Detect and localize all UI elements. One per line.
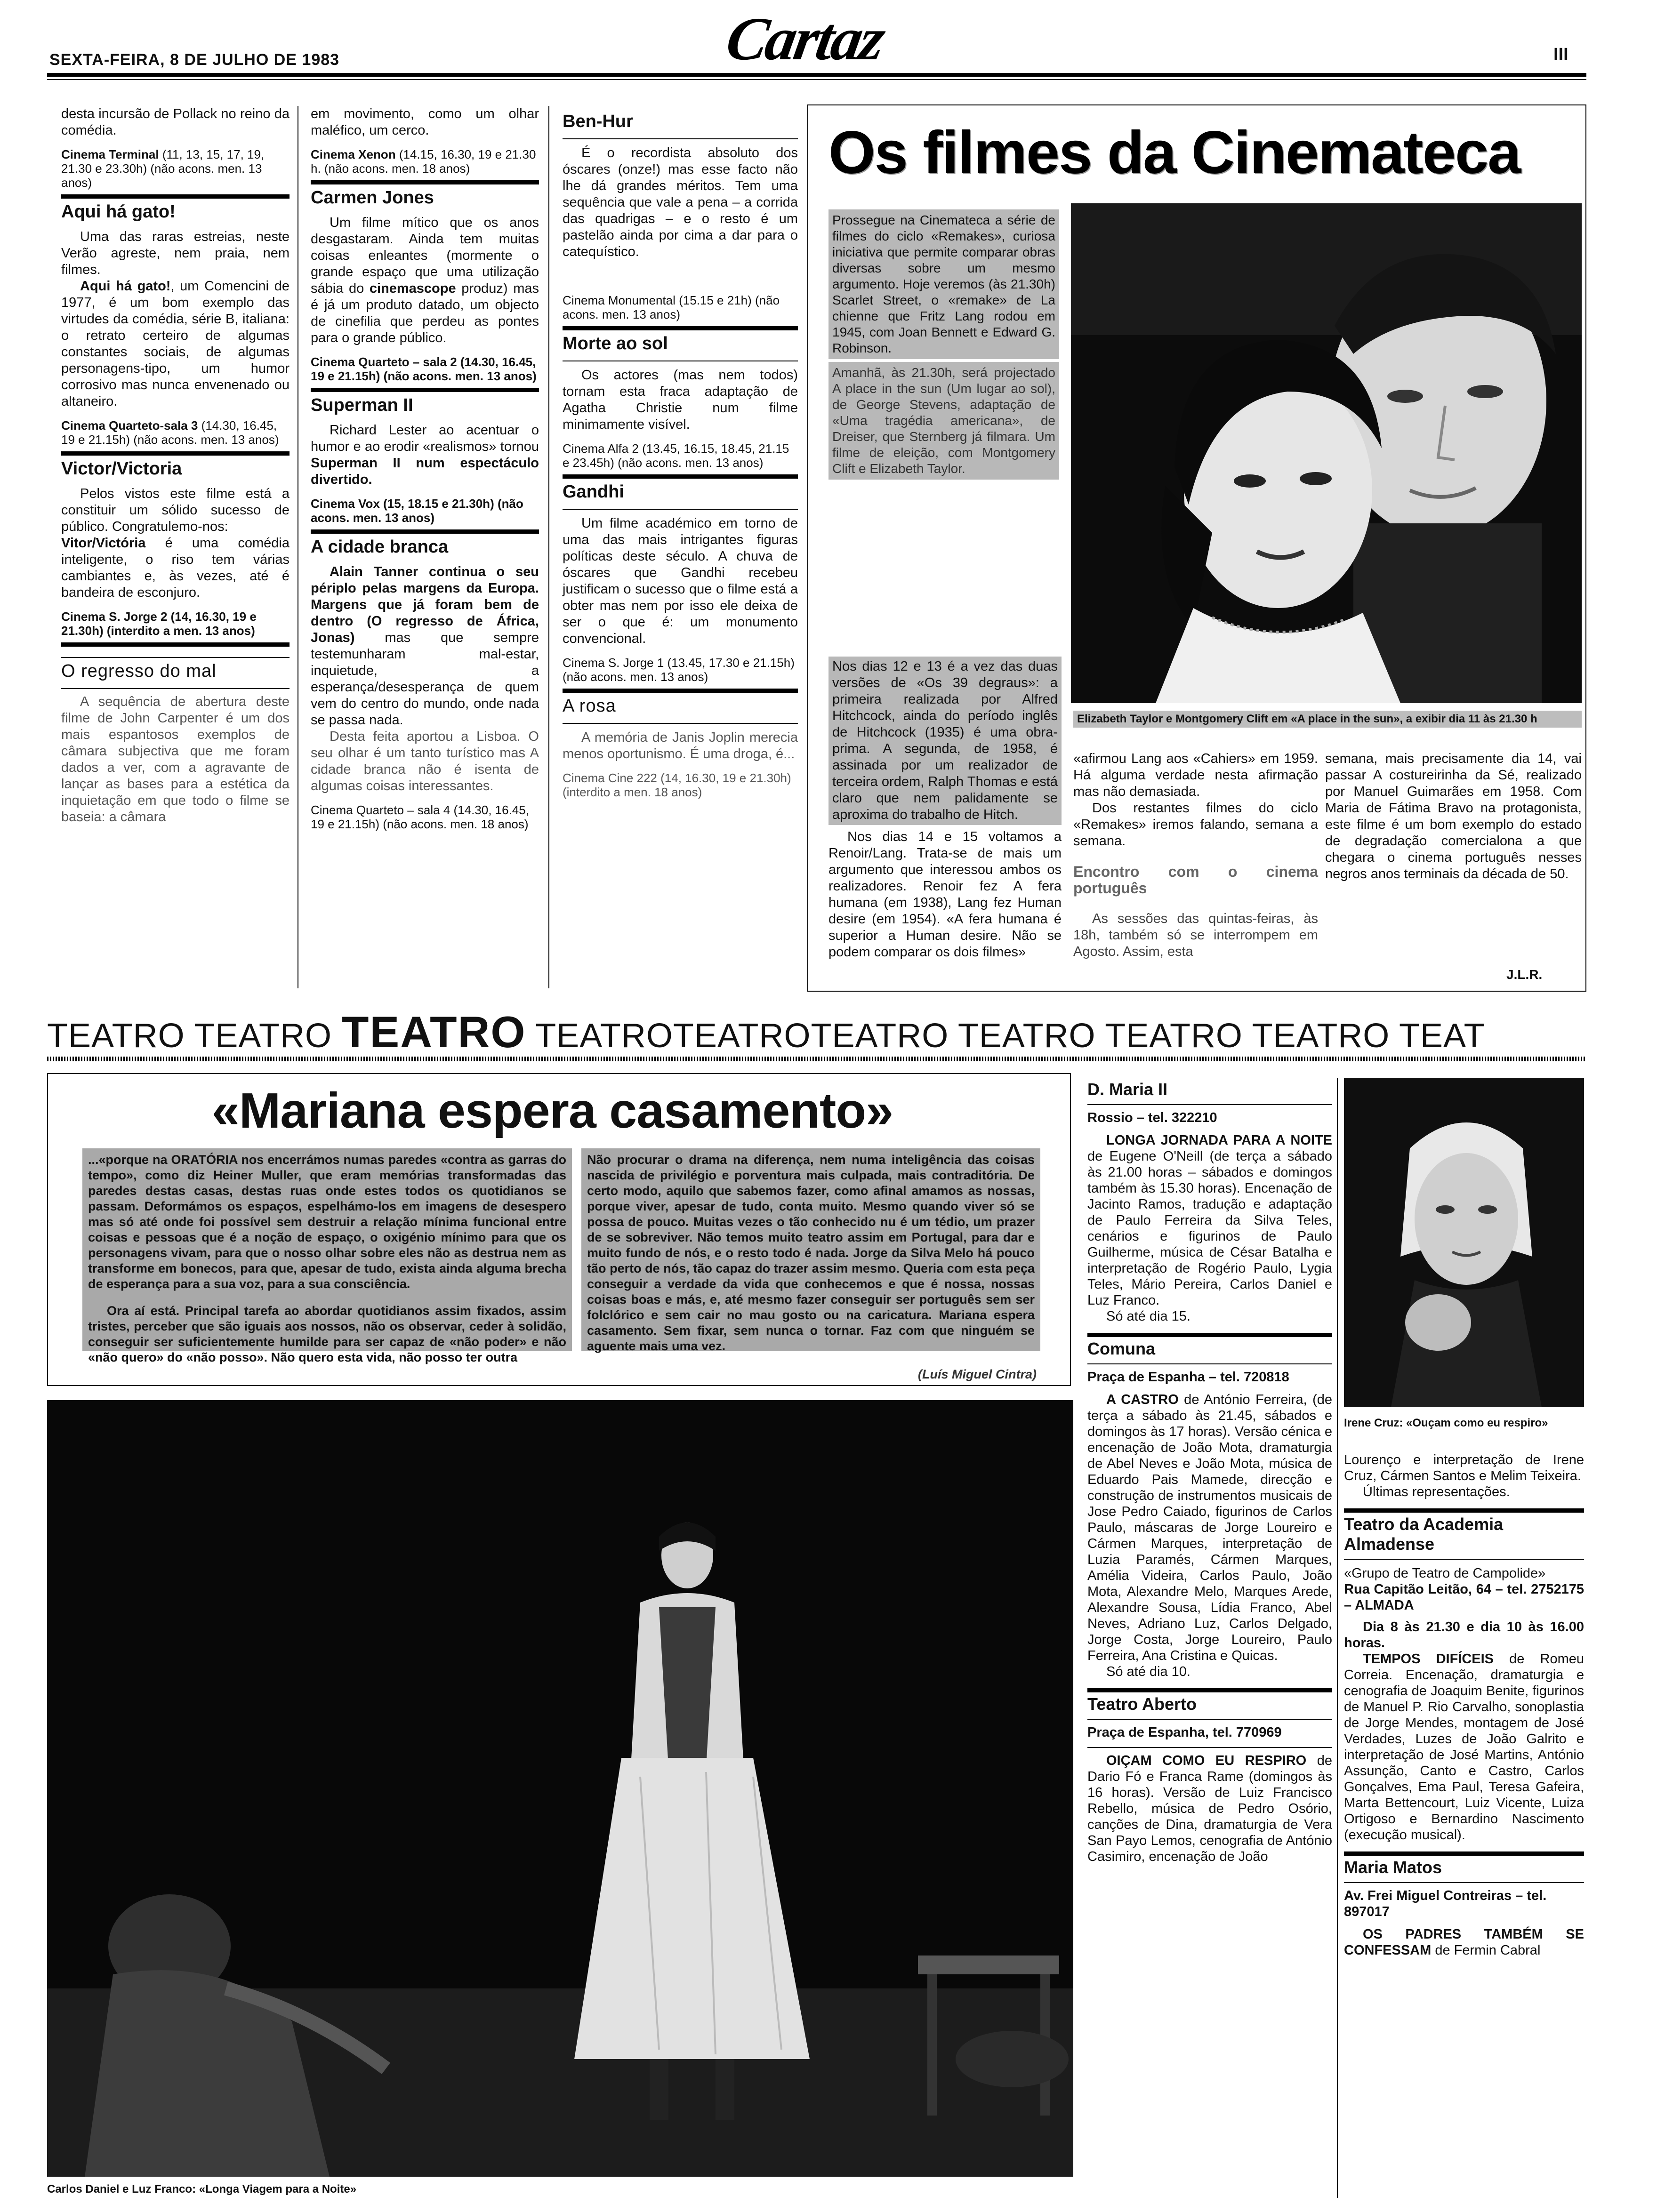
cinemateca-text — [1073, 732, 1318, 960]
section-divider — [311, 388, 539, 392]
venue-listing: Cinema Vox (15, 18.15 e 21.30h) (não acons. men. 13 anos) — [311, 497, 523, 525]
venue-listing: Cinema Monumental (15.15 e 21h) (não acons. men. 13 anos) — [563, 293, 780, 321]
film-title: A cidade branca — [311, 537, 449, 557]
article-text: Uma das raras estreias, neste Verão agreste, nem praia, nem filmes. — [61, 229, 290, 277]
play-text: de António Ferreira, (de terça a sábado às 21.45, sábados e domingos às 17 horas). Versão cénica e encenação de João Mota, dramaturgia de Abel Neves e João Mota, música de Eduardo Pais Mamede, direcção e construção de instrumentos musicais de Jose Pedro Caiado, figurinos de Carlos Paulo, máscaras de Jorge Loureiro e Cármen Marques, interpretação de Luzia Paramés, Cármen Marques, Amélia Videira, Carlos Paulo, João Mota, Alexandre Melo, Marques Arede, Alexandre Sousa, Lídia Franco, Abel Neves, Adriano Luz, Carlos Delgado, Jorge Costa, Jorge Loureiro, Paulo Ferreira, Ana Cristina e Quicas. — [1087, 1392, 1332, 1663]
play-description — [1087, 1392, 1332, 1664]
masthead-logo — [683, 4, 927, 74]
emphasis-text: Alain Tanner continua o seu périplo pelas margens da Europa. Margens que já foram bem de dentro (O regresso de África, Jonas) — [311, 564, 539, 645]
article-text: desta incursão de Pollack no reino da comédia. — [61, 106, 290, 138]
column-separator — [1337, 1078, 1338, 2198]
theatre-address: Praça de Espanha, tel. 770969 — [1087, 1725, 1282, 1740]
article-text — [311, 564, 539, 729]
article-text-span: é uma comédia inteligente, o riso tem várias cambiantes e, às vezes, até é bandeira de esconjuro. — [61, 536, 290, 600]
article-text: Nos dias 14 e 15 voltamos a Renoir/Lang. Trata-se de mais um argumento que interessou ambos os realizadores. Renoir fez A fera humana (em 1938), Lang fez Human desire (em 1954). «A fera humana é superior a Human desire. Não se podem comparar os dois filmes» — [828, 829, 1062, 960]
venue-listing — [61, 418, 290, 447]
cinemateca-text — [1325, 732, 1582, 882]
film-title: O regresso do mal — [61, 661, 217, 681]
film-title: Victor/Victoria — [61, 459, 182, 479]
venue-listing — [311, 147, 539, 176]
film-title: Superman II — [311, 395, 413, 415]
article-text — [61, 278, 290, 410]
column-1 — [61, 106, 290, 825]
play-note: Só até dia 15. — [1106, 1309, 1190, 1324]
article-text-span: , um Comencini de 1977, é um bom exemplo das virtudes da comédia, série B, italiana: o retrato certeiro de algumas constantes sociais, de algumas personagens-tipo, um humor corrosivo mas nunca envenenado ou altaneiro. — [61, 279, 290, 409]
section-divider-thin — [563, 138, 798, 139]
article-text: Os actores (mas nem todos) tornam esta fraca adaptação de Agatha Christie num filme minimamente visível. — [563, 368, 798, 432]
play-description — [1344, 1926, 1584, 1958]
theatre-listings-col-1 — [1087, 1078, 1332, 1865]
mariana-title: «Mariana espera casamento» — [212, 1083, 893, 1138]
play-text: de Fermin Cabral — [1431, 1943, 1541, 1958]
stage-image — [47, 1400, 1073, 2177]
article-text: A sequência de abertura deste filme de John Carpenter é um dos mais espantosos exemplos de câmara subjectiva que me foram dados a ver, com a agravante de lançar as bases para a estética da inquietação em que todo o filme se baseia: a câmara — [61, 694, 290, 825]
section-divider — [1087, 1333, 1332, 1337]
author-signature: J.L.R. — [1506, 967, 1543, 982]
play-text: de Romeu Correia. Encenação, dramaturgia e cenografia de Joaquim Benite, figurinos de Manuel P. Rio Carvalho, sonoplastia de Jorge Mendes, montagem de José Verdades, Luzes de João Galrito e interpretação de José Martins, António Assunção, Canto e Castro, Carlos Gonçalves, Ema Paul, Teresa Gafeira, Marta Bettencourt, Luiz Vicente, Luiza Ortigoso e Bernardino Nascimento (execução musical). — [1344, 1651, 1584, 1843]
emphasis-text: Superman II num espectáculo divertido. — [311, 456, 539, 487]
film-title: Gandhi — [563, 482, 624, 502]
article-text: ...«porque na ORATÓRIA nos encerrámos numas paredes «contra as garras do tempo», como diz Heiner Muller, que eram memórias transformadas das paredes destas casas, destas ruas onde estes todos os quotidianos se passam. Deformámos os espaços, espelhámo-los em imagens de desespero mas só até onde foi possível sem destruir a relação mínima funcional entre coisas e pessoas que é a noção de espaço, o oxigénio mínimo para que os personagens vivam, para que o nosso olhar sobre eles não as destrua nem as transforme em bonecos, para que, apesar de tudo, exista ainda alguma brecha de esperança para a sua voz, para a sua consciência. — [88, 1153, 566, 1291]
author-signature: (Luís Miguel Cintra) — [918, 1367, 1037, 1381]
section-divider — [61, 451, 290, 456]
venue-name: Cinema Terminal — [61, 147, 159, 161]
header-rule-thin — [47, 79, 1586, 80]
venue-listing: Cinema S. Jorge 2 (14, 16.30, 19 e 21.30h) (interdito a men. 13 anos) — [61, 609, 257, 638]
play-text: Lourenço e interpretação de Irene Cruz, Cármen Santos e Melim Teixeira. — [1344, 1452, 1584, 1483]
article-text: Amanhã, às 21.30h, será projectado A place in the sun (Um lugar ao sol), de George Stevens, adaptação de «Uma tragédia americana», de Dreiser, que Sternberg já filmara. Um filme de eleição, com Montgomery Clift e Elizabeth Taylor. — [828, 362, 1059, 480]
article-text: Pelos vistos este filme está a constituir um sólido sucesso de público. Congratulemo-nos: — [61, 486, 290, 534]
section-divider-thin — [61, 688, 290, 689]
article-text: Um filme académico em torno de uma das mais intrigantes figuras políticas deste século. A chuva de óscares que Gandhi recebeu justificam o sucesso que o filme está a obter mas nem por isso ele deixa de ser o que é: um monumento convencional. — [563, 516, 798, 646]
venue-listing: Cinema Quarteto – sala 2 (14.30, 16.45, 19 e 21.15h) (não acons. men. 13 anos) — [311, 355, 537, 383]
cinemateca-lead — [828, 209, 1059, 480]
article-text: Dos restantes filmes do ciclo «Remakes» iremos falando, semana a semana. — [1073, 801, 1318, 849]
banner-text-bold: TEATRO — [342, 1007, 526, 1057]
film-title: Morte ao sol — [563, 334, 668, 353]
page-number: III — [1553, 45, 1569, 64]
stage-photo — [47, 1400, 1073, 2177]
theatre-address: Praça de Espanha – tel. 720818 — [1087, 1370, 1289, 1385]
banner-text: TEATRO TEATRO — [47, 1017, 332, 1055]
theatre-address: Rossio – tel. 322210 — [1087, 1110, 1217, 1125]
film-name: Aqui há gato! — [80, 279, 171, 294]
theatre-name: Maria Matos — [1344, 1858, 1442, 1877]
article-text-span: Um filme mítico que os anos desgastaram. Ainda tem muitas coisas enleantes (mormente o grande espaço que uma utilização sábia do — [311, 215, 539, 296]
article-text: Nos dias 12 e 13 é a vez das duas versões de «Os 39 degraus»: a primeira realizada por Alfred Hitchcock, ainda do período inglês de Hitchcock (1935) é uma obra-prima. A segunda, de 1958, é assinada por um realizador de terceira ordem, Ralph Thomas e está claro que nem palidamente se aproxima do trabalho de Hitch. — [828, 657, 1062, 825]
theatre-address: Av. Frei Miguel Contreiras – tel. 897017 — [1344, 1888, 1547, 1919]
article-text — [311, 422, 539, 488]
play-title: OS PADRES TAMBÉM SE CONFESSAM — [1344, 1927, 1584, 1958]
column-separator — [548, 106, 549, 988]
article-text-span: Richard Lester ao acentuar o humor e ao erodir «realismos» tornou — [311, 423, 539, 454]
play-title: LONGA JORNADA PARA A NOITE — [1106, 1133, 1332, 1148]
section-divider-thin — [1344, 1882, 1584, 1883]
theatre-group: «Grupo de Teatro de Campolide» — [1344, 1566, 1546, 1581]
section-divider — [1344, 1508, 1584, 1513]
section-divider-thin — [1087, 1719, 1332, 1720]
play-title: A CASTRO — [1106, 1392, 1179, 1407]
teatro-banner — [47, 1007, 1586, 1057]
section-divider — [1344, 1851, 1584, 1856]
play-note: Últimas representações. — [1363, 1484, 1510, 1499]
article-text: É o recordista absoluto dos óscares (onze!) mas esse facto não lhe dá grandes méritos. Tem uma sequência que vale a pena – a corrida das quadrigas – e o resto é um pastelão ainda por cima a dar para o catequístico. — [563, 145, 798, 259]
play-text: de Dario Fó e Franca Rame (domingos às 16 horas). Versão de Luiz Francisco Rebello, música de Pedro Osório, canções de Dina, dramaturgia de Vera San Payo Lemos, cenografia de António Casimiro, encenação de João — [1087, 1753, 1332, 1864]
article-text-span: mas que sempre testemunharam mal-estar, inquietude, a esperança/desesperança de quem vem do centro do mundo, onde nada se passa nada. — [311, 630, 539, 728]
article-text: Ora aí está. Principal tarefa ao abordar quotidianos assim fixados, assim tristes, perceber que são iguais aos nossos, não os observar, ceder à solidão, conseguir ser suficientemente humilde para ser capaz de «não poder» e não «não quero» do «não posso». Não quero esta vida, não posso ter outra — [88, 1304, 566, 1364]
venue-name: Cinema Quarteto-sala 3 — [61, 418, 198, 433]
section-divider — [1087, 1688, 1332, 1692]
article-text: A memória de Janis Joplin merecia menos oportunismo. É uma droga, é... — [563, 730, 798, 761]
play-title: OIÇAM COMO EU RESPIRO — [1106, 1753, 1307, 1768]
play-description — [1087, 1753, 1332, 1865]
header-date: SEXTA-FEIRA, 8 DE JULHO DE 1983 — [49, 51, 340, 69]
mariana-quote — [82, 1148, 572, 1364]
venue-times: (14.15, 16.30, 19 e 21.30 h. (não acons. men. 18 anos) — [311, 147, 536, 176]
film-title: Carmen Jones — [311, 188, 434, 208]
actress-image — [1344, 1078, 1584, 1407]
header-rule — [47, 73, 1586, 77]
section-divider-thin — [563, 723, 798, 724]
article-text: «afirmou Lang aos «Cahiers» em 1959. Há alguma verdade nesta afirmação mas não demasiada. — [1073, 751, 1318, 799]
section-divider-thin — [1344, 1559, 1584, 1560]
film-still-image — [1071, 203, 1582, 703]
section-divider — [61, 194, 290, 199]
masthead-title: Cartaz — [721, 5, 889, 73]
article-text: Desta feita aportou a Lisboa. O seu olhar é um tanto turístico mas A cidade branca não é isenta de algumas coisas interessantes. — [311, 729, 539, 793]
film-title: Aqui há gato! — [61, 202, 176, 222]
venue-times: (11, 13, 15, 17, 19, 21.30 e 23.30h) (não acons. men. 13 anos) — [61, 147, 265, 190]
article-text: Prossegue na Cinemateca a série de filmes do ciclo «Remakes», curiosa iniciativa que permite comparar obras diversas sobre um mesmo argumento. Hoje veremos (às 21.30h) Scarlet Street, o «remake» de La chienne que Fritz Lang rodou em 1945, com Joan Bennett e Edward G. Robinson. — [828, 209, 1059, 359]
section-divider-thin — [1087, 1363, 1332, 1364]
photo-caption: Irene Cruz: «Ouçam como eu respiro» — [1344, 1417, 1548, 1429]
photo-caption: Elizabeth Taylor e Montgomery Clift em «A place in the sun», a exibir dia 11 às 21.30 h — [1073, 711, 1582, 728]
section-divider — [563, 689, 798, 693]
theatre-name: Teatro Aberto — [1087, 1694, 1197, 1714]
venue-listing: Cinema S. Jorge 1 (13.45, 17.30 e 21.15h) (não acons. men. 13 anos) — [563, 656, 795, 684]
film-still-photo — [1071, 203, 1582, 703]
article-text-span: produz) mas é já um produto datado, um objecto de cinefilia que perdeu as pontes para o grande público. — [311, 281, 539, 345]
column-2 — [311, 106, 539, 831]
theatre-name: D. Maria II — [1087, 1080, 1168, 1099]
article-text: As sessões das quintas-feiras, às 18h, também só se interrompem em Agosto. Assim, esta — [1073, 911, 1318, 959]
film-title: Ben-Hur — [563, 112, 633, 131]
section-divider-thin — [1087, 1104, 1332, 1105]
section-divider — [61, 642, 290, 647]
venue-listing — [61, 147, 290, 190]
film-title: A rosa — [563, 696, 616, 716]
theatre-address: Rua Capitão Leitão, 64 – tel. 2752175 – ALMADA — [1344, 1582, 1584, 1613]
article-text — [311, 215, 539, 346]
actress-photo — [1344, 1078, 1584, 1407]
column-3 — [563, 108, 798, 799]
play-description — [1344, 1651, 1584, 1843]
play-note: Só até dia 10. — [1106, 1664, 1190, 1679]
venue-listing: Cinema Quarteto – sala 4 (14.30, 16.45, 19 e 21.15h) (não acons. men. 18 anos) — [311, 803, 529, 831]
venue-listing: Cinema Cine 222 (14, 16.30, 19 e 21.30h) (interdito a men. 18 anos) — [563, 771, 791, 799]
banner-rule — [47, 1057, 1586, 1061]
cinemateca-title: Os filmes da Cinemateca — [828, 119, 1520, 186]
section-divider — [311, 529, 539, 534]
section-divider — [563, 326, 798, 330]
banner-text: TEATROTEATROTEATRO TEATRO TEATRO TEATRO TEAT — [535, 1017, 1485, 1055]
section-divider — [311, 180, 539, 184]
play-times: Dia 8 às 21.30 e dia 10 às 16.00 horas. — [1344, 1619, 1584, 1651]
theatre-name: Teatro da Academia Almadense — [1344, 1515, 1504, 1554]
article-text: Não procurar o drama na diferença, nem numa inteligência das coisas nascida de privilégio e porventura mais culpada, mais contraditória. De certo modo, aquilo que sabemos fazer, como afinal amamos as nossas, porque viver, apesar de tudo, conta muito. Mesmo quando viver só se possa de pouco. Muitas vezes o tão conhecido nu é um tédio, um prazer de se sobreviver. Não temos muito teatro assim em Portugal, para dar e muito fundo de nós, e o resto todo é nada. Jorge da Silva Melo há pouco tão perto de nós, tão capaz do trazer assim mesmo. Queria com esta peça conseguir a verdade da vida que conhecemos e que é nossa, nossas coisas boas e más, e, até mesmo fazer conseguir ser português sem ser folclórico e sem cair no mau gosto ou na caricatura. Mariana espera casamento. Sem fixar, sem nunca o tornar. Faz com que ninguém se aguente mais uma vez. — [587, 1153, 1035, 1353]
venue-listing: Cinema Alfa 2 (13.45, 16.15, 18.45, 21.15 e 23.45h) (não acons. men. 13 anos) — [563, 441, 789, 470]
article-text: em movimento, como um olhar maléfico, um cerco. — [311, 106, 539, 138]
photo-caption: Carlos Daniel e Luz Franco: «Longa Viagem para a Noite» — [47, 2183, 357, 2196]
theatre-listings-col-2 — [1344, 1452, 1584, 1958]
section-divider-thin — [563, 509, 798, 510]
venue-name: Cinema Xenon — [311, 147, 396, 161]
play-title: TEMPOS DIFÍCEIS — [1363, 1651, 1494, 1667]
theatre-name: Comuna — [1087, 1339, 1155, 1358]
subheading: Encontro com o cinema português — [1073, 863, 1318, 897]
venue-times: (14.30, 16.45, 19 e 21.15h) (não acons. men. 13 anos) — [61, 418, 279, 447]
section-divider — [563, 474, 798, 479]
emphasis-text: cinemascope — [369, 281, 456, 296]
article-text — [61, 535, 290, 601]
film-name: Vitor/Victória — [61, 536, 146, 551]
article-text: semana, mais precisamente dia 14, vai passar A costureirinha da Sé, realizado por Manuel Guimarães em 1958. Com Maria de Fátima Bravo na protagonista, este filme é um bom exemplo do estado de degradação comercialona a que chegara o cinema português nesses negros anos terminais da década de 50. — [1325, 751, 1582, 882]
section-divider-thin — [1087, 1747, 1332, 1748]
cinemateca-text — [828, 659, 1062, 961]
mariana-quote — [581, 1148, 1040, 1351]
play-text: de Eugene O'Neill (de terça a sábado às 21.00 horas – sábados e domingos também às 15.30 horas). Encenação de Jacinto Ramos, tradução e adaptação de Paulo Ferreira da Silva Teles, cenários e figurinos de Paulo Guilherme, música de César Batalha e interpretação de Rogério Paulo, Lygia Teles, Mário Pereira, Carlos Daniel e Luz Franco. — [1087, 1149, 1332, 1308]
play-description — [1087, 1132, 1332, 1308]
